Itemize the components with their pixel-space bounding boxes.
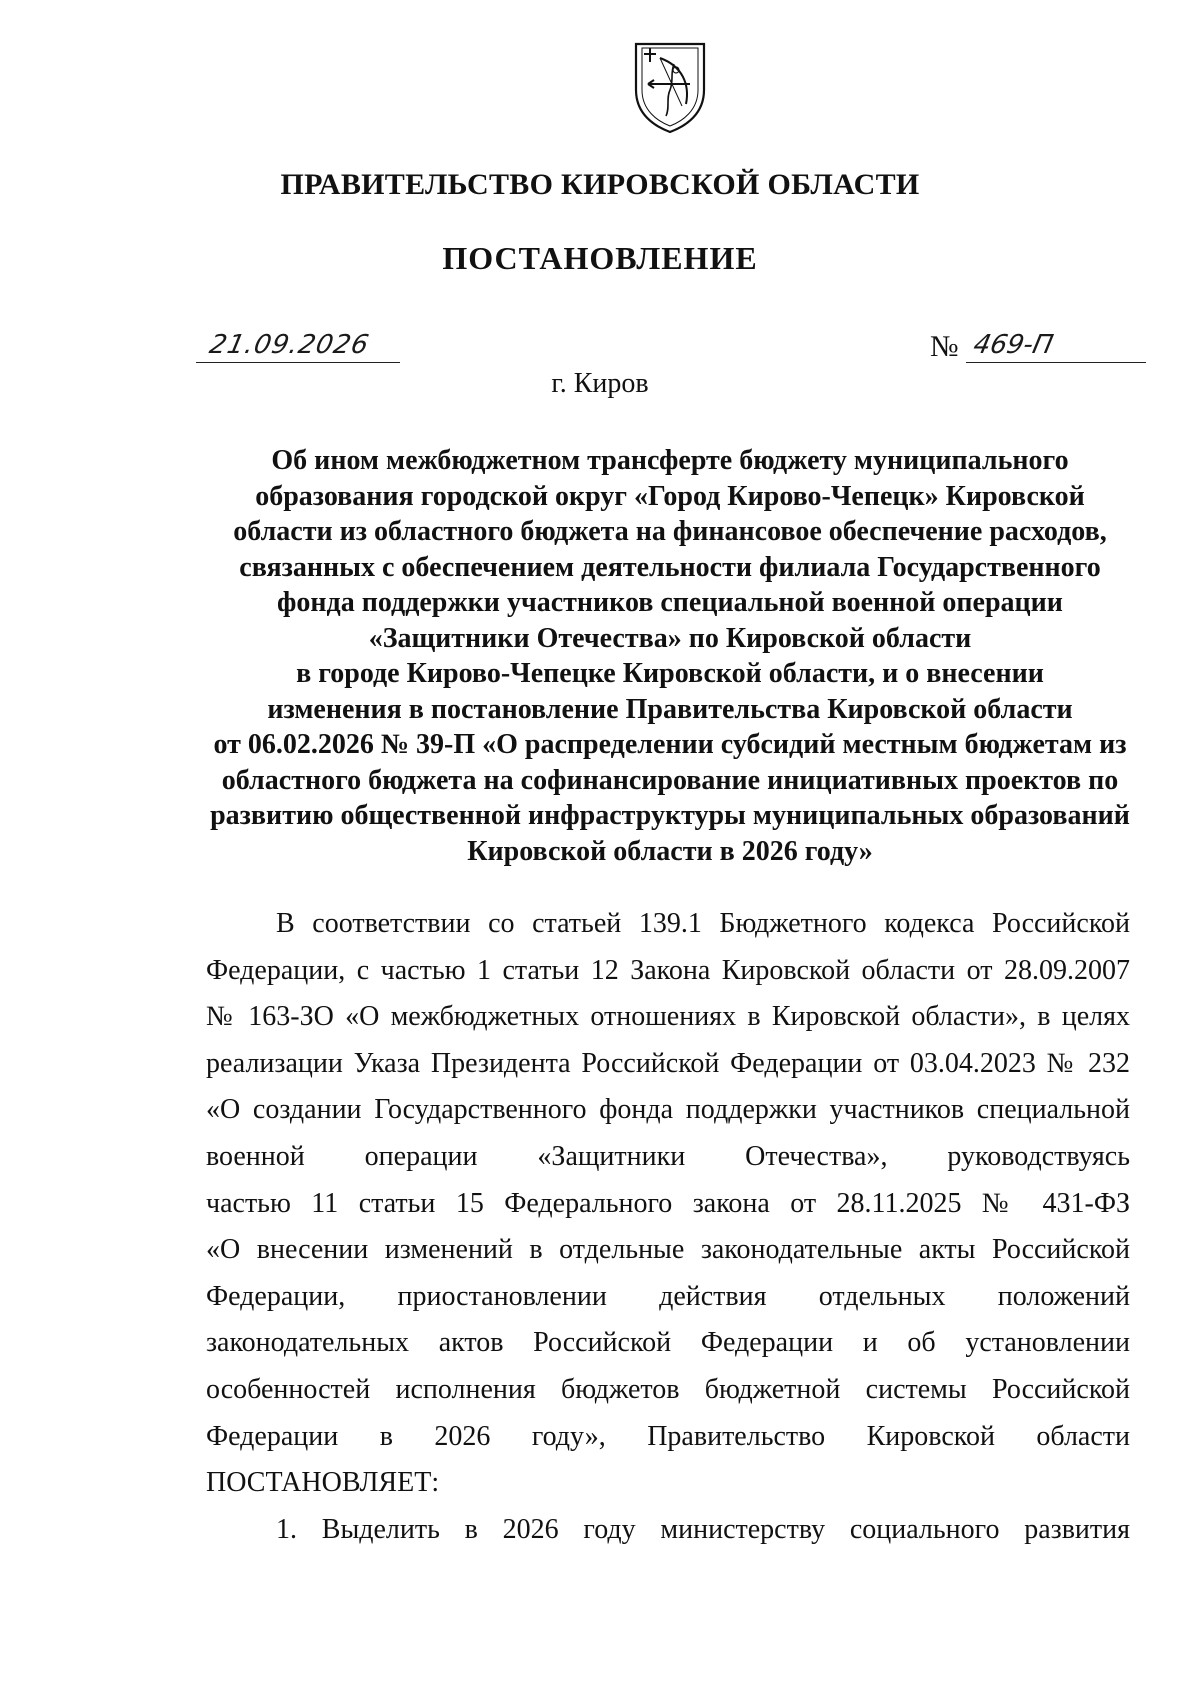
subject-line: изменения в постановление Правительства Кировской области [267, 693, 1073, 725]
number-label: № [930, 330, 959, 363]
body-line: 1. Выделить в 2026 году министерству социального развития [276, 1513, 1130, 1545]
body-line: Федерации, с частью 1 статьи 12 Закона Кировской области от 28.09.2007 [206, 954, 1130, 986]
subject-line: областного бюджета на софинансирование инициативных проектов по [221, 764, 1119, 796]
body-line: законодательных актов Российской Федерации и об установлении [206, 1327, 1130, 1359]
document-number: 469-П [970, 330, 1056, 360]
body-line: В соответствии со статьей 139.1 Бюджетного кодекса Российской [276, 908, 1130, 939]
document-subject [190, 443, 1150, 869]
subject-line: Об ином межбюджетном трансферте бюджету муниципального [271, 445, 1069, 476]
number-field [966, 330, 1146, 363]
body-line: № 163-ЗО «О межбюджетных отношениях в Кировской области», в целях [206, 1001, 1130, 1033]
kirov-coat-of-arms-icon [630, 40, 710, 136]
body-line: особенностей исполнения бюджетов бюджетной системы Российской [206, 1373, 1130, 1405]
subject-line: фонда поддержки участников специальной военной операции [277, 587, 1063, 618]
body-line: частью 11 статьи 15 Федерального закона от 28.11.2025 № 431-ФЗ [206, 1187, 1130, 1219]
subject-line: в городе Кирово-Чепецке Кировской области, и о внесении [296, 658, 1044, 689]
subject-line: области из областного бюджета на финансовое обеспечение расходов, [233, 516, 1107, 547]
body-line: Федерации в 2026 году», Правительство Кировской области [206, 1420, 1130, 1452]
city: г. Киров [551, 368, 649, 399]
document-date: 21.09.2026 [206, 330, 373, 360]
body-line: ПОСТАНОВЛЯЕТ: [206, 1467, 440, 1499]
body-line: реализации Указа Президента Российской Федерации от 03.04.2023 № 232 [206, 1047, 1130, 1079]
body-line: Федерации, приостановлении действия отдельных положений [206, 1280, 1130, 1312]
subject-line: связанных с обеспечением деятельности филиала Государственного [239, 551, 1101, 583]
document-body [206, 901, 1130, 1553]
subject-line: «Защитники Отечества» по Кировской области [368, 622, 972, 654]
document-type-title: ПОСТАНОВЛЕНИЕ [442, 240, 758, 276]
subject-line: от 06.02.2026 № 39-П «О распределении субсидий местным бюджетам из [213, 729, 1127, 760]
date-field [196, 332, 400, 363]
organization-title: ПРАВИТЕЛЬСТВО КИРОВСКОЙ ОБЛАСТИ [280, 168, 920, 201]
subject-line: образования городской округ «Город Кирово-Чепецк» Кировской [255, 480, 1085, 512]
subject-line: Кировской области в 2026 году» [467, 835, 873, 867]
body-line: военной операции «Защитники Отечества», руководствуясь [206, 1140, 1130, 1172]
subject-line: развитию общественной инфраструктуры муниципальных образований [210, 800, 1130, 831]
body-line: «О создании Государственного фонда поддержки участников специальной [206, 1094, 1130, 1126]
body-line: «О внесении изменений в отдельные законодательные акты Российской [206, 1234, 1130, 1266]
